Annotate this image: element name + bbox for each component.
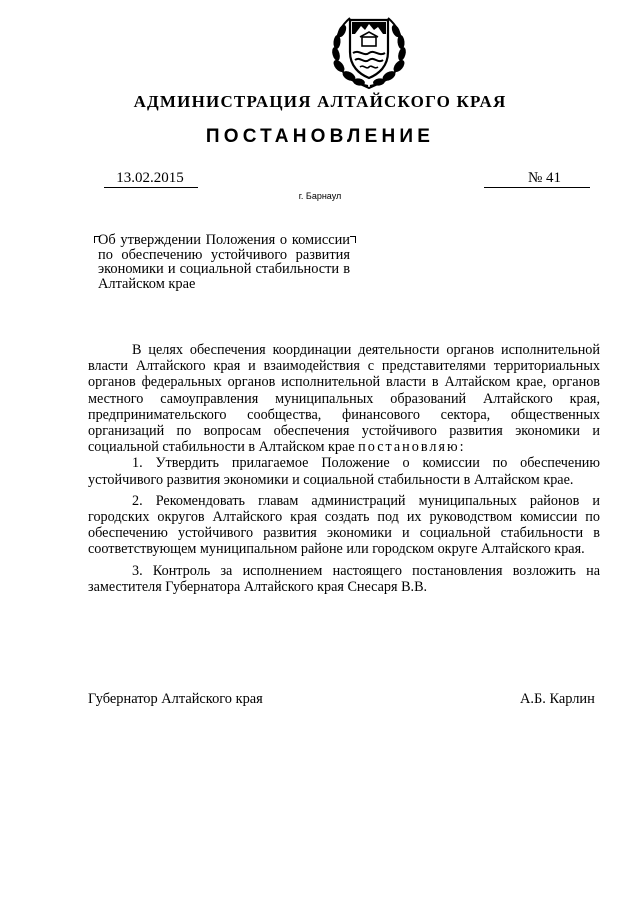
intro-text: В целях обеспечения координации деятельности органов исполнительной власти Алтайского края и взаимодействия с представителями территориальных органов федеральных органов исполнительной власти в Алтайском крае, органов местного самоуправления муниципальных образований Алтайского края, предпринимательского сообщества, финансового сектора, общественных организаций по вопросам обеспечения устойчивого развития экономики и социальной стабильности в Алтайском крае: [88, 342, 600, 456]
resolve-word: постановляю:: [358, 439, 466, 456]
item-1: 1. Утвердить прилагаемое Положение о комиссии по обеспечению устойчивого развития экономики и социальной стабильности в Алтайском крае.: [88, 455, 600, 488]
document-body: [88, 342, 600, 595]
number-underline: [484, 187, 590, 188]
organization-name: АДМИНИСТРАЦИЯ АЛТАЙСКОГО КРАЯ: [133, 92, 507, 111]
subject-bracket-right: [350, 236, 356, 243]
date-underline: [104, 187, 198, 188]
document-subject: Об утверждении Положения о комиссии по обеспечению устойчивого развития экономики и социальной стабильности в Алтайском крае: [98, 232, 350, 292]
document-number: № 41: [528, 170, 562, 186]
item-2: 2. Рекомендовать главам администраций муниципальных районов и городских округов Алтайского края создать под их руководством комиссии по обеспечению устойчивого развития экономики и социальной стабильности в соответствующем муниципальном районе или городском округе Алтайского края.: [88, 492, 600, 558]
intro-paragraph: [88, 342, 600, 455]
item-3: 3. Контроль за исполнением настоящего постановления возложить на заместителя Губернатора Алтайского края Снесаря В.В.: [88, 562, 600, 595]
document-city: г. Барнаул: [298, 191, 342, 201]
signatory-name: А.Б. Карлин: [520, 691, 595, 707]
document-date: 13.02.2015: [116, 170, 184, 186]
document-title: ПОСТАНОВЛЕНИЕ: [205, 126, 435, 147]
signatory-position: Губернатор Алтайского края: [88, 691, 263, 707]
coat-of-arms-icon: [324, 8, 414, 90]
